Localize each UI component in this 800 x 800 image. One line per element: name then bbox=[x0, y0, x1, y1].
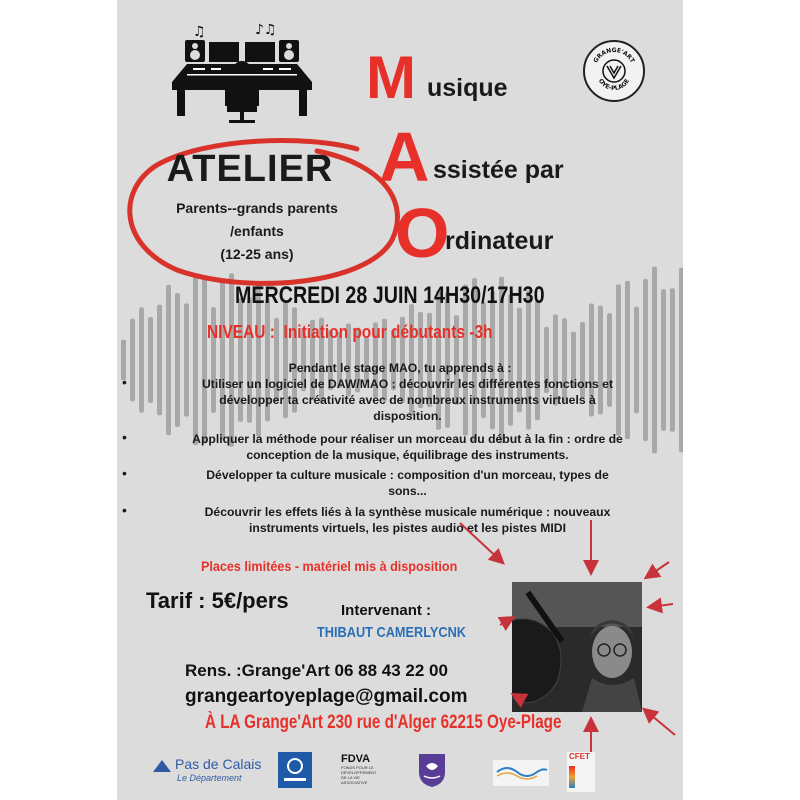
bullet-3-line1: Développer ta culture musicale : composition d'un morceau, types de bbox=[206, 468, 609, 482]
atelier-audience-line1: Parents--grands parents bbox=[176, 200, 338, 216]
fdva-sub-2: DÉVELOPPEMENT bbox=[341, 770, 377, 775]
bullet-dot-4: • bbox=[122, 502, 127, 518]
caf-icon bbox=[278, 752, 312, 788]
stage-intro: Pendant le stage MAO, tu apprends à : bbox=[288, 361, 512, 375]
fdva-sub-4: ASSOCIATIVE bbox=[341, 780, 368, 785]
atelier-heading: ATELIER bbox=[166, 148, 334, 190]
bullet-dot-2: • bbox=[122, 429, 127, 445]
bullet-1-line2: développer ta créativité avec de nombreux instruments virtuels à bbox=[219, 393, 596, 407]
title-word-assistee: ssistée par bbox=[433, 156, 564, 184]
tarif: Tarif : 5€/pers bbox=[146, 588, 289, 613]
atelier-audience-line2: /enfants bbox=[230, 223, 284, 239]
fdva-sub-1: FONDS POUR LE bbox=[341, 765, 374, 770]
poster bbox=[117, 0, 683, 800]
bullet-4-line2: instruments virtuels, les pistes audio et les pistes MIDI bbox=[249, 521, 566, 535]
bullet-dot-3: • bbox=[122, 465, 127, 481]
places-limitees: Places limitées - matériel mis à disposition bbox=[201, 558, 458, 574]
svg-text:♪♫: ♪♫ bbox=[255, 22, 277, 38]
fdva-sub-3: DE LA VIE bbox=[341, 775, 360, 780]
contact-email[interactable]: grangeartoyeplage@gmail.com bbox=[185, 686, 468, 707]
bullet-3-line2: sons... bbox=[388, 484, 427, 498]
bullet-2-line2: conception de la musique, équilibrage des instruments. bbox=[246, 448, 569, 462]
bullet-1-line3: disposition. bbox=[373, 409, 442, 423]
svg-text:GRANGE'ART: GRANGE'ART bbox=[592, 46, 636, 65]
rens-phone: Rens. :Grange'Art 06 88 43 22 00 bbox=[185, 661, 448, 680]
intervenant-label: Intervenant : bbox=[341, 602, 432, 619]
bullet-dot-1: • bbox=[122, 374, 127, 390]
cfet-label: CFET bbox=[569, 752, 590, 761]
cfet-color-bar bbox=[569, 766, 575, 788]
title-letter-a: A bbox=[379, 118, 430, 196]
title-word-ordinateur: rdinateur bbox=[445, 227, 554, 255]
title-letter-m: M bbox=[366, 44, 416, 111]
pas-de-calais-name: Pas de Calais bbox=[175, 756, 262, 772]
bullet-4-line1: Découvrir les effets liés à la synthèse musicale numérique : nouveaux bbox=[204, 505, 611, 519]
svg-text:♫: ♫ bbox=[193, 24, 206, 40]
atelier-audience-age: (12-25 ans) bbox=[220, 246, 294, 262]
niveau-label: NIVEAU : Initiation pour débutants -3h bbox=[207, 322, 493, 342]
intervenant-name: THIBAUT CAMERLYCNK bbox=[317, 624, 466, 641]
title-letter-o: O bbox=[395, 194, 450, 272]
pas-de-calais-sub: Le Département bbox=[177, 773, 242, 783]
partner-wave-logo bbox=[493, 760, 549, 786]
svg-text:OYE-PLAGE: OYE-PLAGE bbox=[596, 77, 632, 93]
title-word-musique: usique bbox=[427, 74, 508, 102]
pas-de-calais-icon bbox=[153, 759, 171, 773]
bullet-2-line1: Appliquer la méthode pour réaliser un morceau du début à la fin : ordre de bbox=[192, 432, 623, 446]
event-address: À LA Grange'Art 230 rue d'Alger 62215 Oye-Plage bbox=[205, 712, 562, 733]
partner-shield-logo bbox=[417, 752, 447, 788]
partner-cfet bbox=[567, 752, 595, 792]
fdva-title: FDVA bbox=[341, 753, 371, 765]
bullet-1-line1: Utiliser un logiciel de DAW/MAO : découvrir les différentes fonctions et bbox=[201, 377, 614, 391]
event-date: MERCREDI 28 JUIN 14H30/17H30 bbox=[235, 282, 545, 309]
partner-fdva bbox=[341, 753, 377, 785]
partner-caf-logo bbox=[278, 752, 312, 788]
